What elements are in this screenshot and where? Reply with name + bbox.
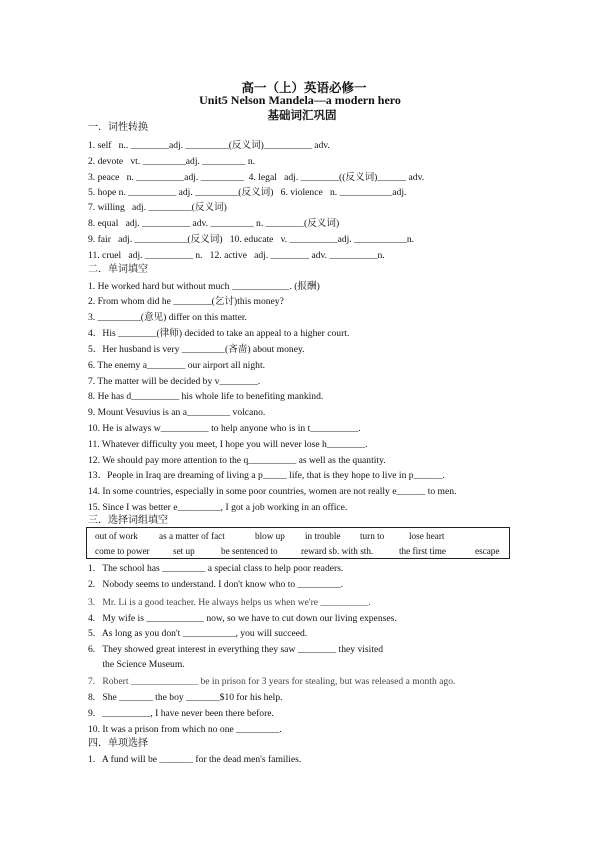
section1-line: 8. equal adj. __________ adv. _________ n. ________(反义词) — [88, 218, 340, 229]
phrase-row — [87, 544, 509, 559]
section3-line: 9. __________, I have never been there before. — [88, 708, 274, 719]
phrase-item: come to power — [95, 546, 150, 556]
phrase-item: the first time — [399, 546, 446, 556]
section1-line: 11. cruel adj. __________ n. 12. active adj. ________ adv. __________n. — [88, 250, 385, 261]
subtitle: Unit5 Nelson Mandela—a modern hero — [199, 93, 401, 107]
section2-line: 13．People in Iraq are dreaming of living a p_____ life, that is they hope to live in p______. — [88, 470, 445, 481]
section2-line: 11. Whatever difficulty you meet, I hope you will never lose h________. — [88, 439, 368, 450]
section2-line: 12. We should pay more attention to the q__________ as well as the quantity. — [88, 455, 386, 466]
section2-line: 9. Mount Vesuvius is an a_________ volcano. — [88, 407, 266, 418]
section1-line: 1. self n.. ________adj. _________(反义词)__________ adv. — [88, 140, 330, 151]
section2-line: 15. Since I was better e_________, I got a job working in an office. — [88, 502, 348, 513]
section1-line: 2. devote vt. _________adj. _________ n. — [88, 156, 256, 167]
phrase-item: reward sb. with sth. — [301, 546, 374, 556]
section2-line: 3. _________(意见) differ on this matter. — [88, 312, 247, 323]
phrase-item: turn to — [360, 531, 385, 541]
section2-line: 8. He has d__________ his whole life to benefiting mankind. — [88, 391, 324, 402]
section2-line: 10. He is always w__________ to help anyone who is in t__________. — [88, 423, 361, 434]
phrase-item: blow up — [255, 531, 285, 541]
section2-line: 1. He worked hard but without much ____________. (报酬) — [88, 281, 320, 292]
section3-line: 7. Robert ______________ be in prison for 3 years for stealing, but was released a month ago. — [88, 676, 456, 687]
phrase-item: be sentenced to — [221, 546, 278, 556]
phrase-row — [87, 529, 509, 544]
phrase-item: lose heart — [409, 531, 445, 541]
section3-line: 4. My wife is ____________ now, so we have to cut down our living expenses. — [88, 613, 397, 624]
section3-header: 三．选择词组填空 — [88, 515, 168, 526]
section2-line: 6. The enemy a________ our airport all night. — [88, 360, 266, 371]
section3-line: 2. Nobody seems to understand. I don't know who to _________. — [88, 579, 344, 590]
phrase-item: out of work — [95, 531, 138, 541]
section2-line: 2. From whom did he ________(乞讨)this money? — [88, 296, 284, 307]
phrase-item: set up — [173, 546, 195, 556]
section2-line: 4．His ________(律师) decided to take an appeal to a higher court. — [88, 328, 350, 339]
section1-line: 5. hope n. __________ adj. _________(反义词) 6. violence n. ___________adj. — [88, 187, 407, 198]
section4-line: 1. A fund will be _______ for the dead men's families. — [88, 754, 302, 765]
section1-line: 3. peace n. __________adj. _________ 4. legal adj. ________((反义词)______ adv. — [88, 172, 425, 183]
section2-line: 5．Her husband is very _________(吝啬) about money. — [88, 344, 305, 355]
section3-line: 5. As long as you don't ___________, you will succeed. — [88, 628, 308, 639]
section1-header: 一．词性转换 — [88, 122, 148, 133]
section3-line: 10. It was a prison from which no one _________. — [88, 724, 282, 735]
phrase-box — [86, 527, 510, 559]
section3-line: 3. Mr. Li is a good teacher. He always helps us when we're __________. — [88, 597, 371, 608]
section1-line: 9. fair adj. ___________(反义词) 10. educate v. __________adj. ___________n. — [88, 234, 415, 245]
phrase-item: as a matter of fact — [159, 531, 225, 541]
section1-line: 7. willing adj. _________(反义词) — [88, 202, 227, 213]
section3-line: the Science Museum. — [88, 659, 185, 670]
phrase-item: in trouble — [305, 531, 341, 541]
section2-header: 二．单词填空 — [88, 264, 148, 275]
section2-line: 14. In some countries, especially in some poor countries, women are not really e______ to men. — [88, 486, 457, 497]
title: 高一（上）英语必修一 — [241, 81, 367, 95]
phrase-item: escape — [475, 546, 500, 556]
section3-line: 8. She _______ the boy _______$10 for his help. — [88, 692, 283, 703]
section3-line: 6. They showed great interest in everything they saw ________ they visited — [88, 644, 384, 655]
section2-line: 7. The matter will be decided by v________. — [88, 376, 261, 387]
heading: 基础词汇巩固 — [267, 110, 337, 122]
section3-line: 1. The school has _________ a special class to help poor readers. — [88, 563, 344, 574]
section4-header: 四．单项选择 — [88, 738, 148, 749]
